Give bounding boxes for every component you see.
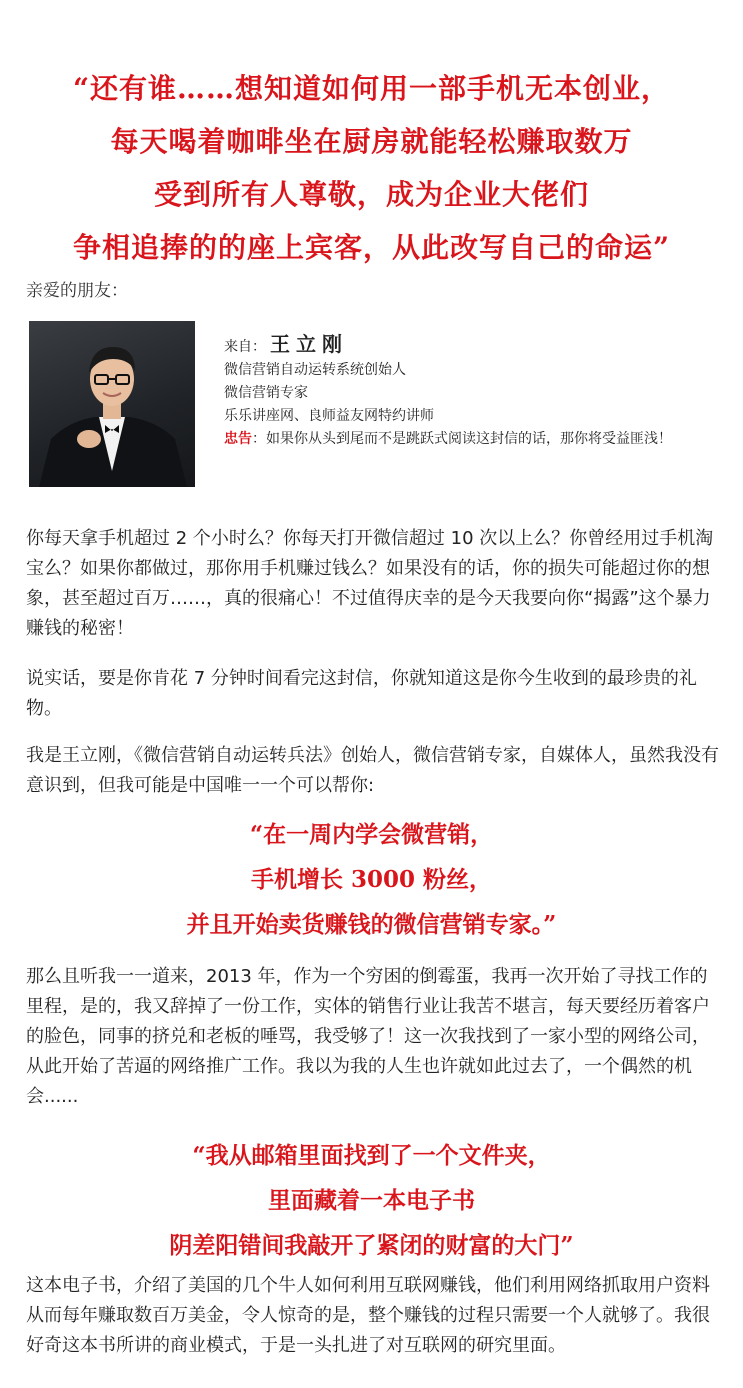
author-name: 王立刚 [270,332,348,356]
from-label: 来自： [224,339,266,355]
author-role: 乐乐讲座网、良师益友网特约讲师 [224,408,434,424]
paragraph: 说实话，要是你肯花 7 分钟时间看完这封信，你就知道这是你今生收到的最珍贵的礼物。 [26,668,697,719]
headline-line: 争相追捧的的座上宾客，从此改写自己的命运” [72,231,671,264]
warning-text: ：如果你从头到尾而不是跳跃式阅读这封信的话，那你将受益匪浅！ [252,431,672,447]
author-role: 微信营销专家 [224,385,308,401]
author-card [224,333,719,451]
quote-line: “在一周内学会微营销， [249,821,494,848]
paragraph: 这本电子书，介绍了美国的几个牛人如何利用互联网赚钱，他们利用网络抓取用户资料从而每年赚取数百万美金，令人惊奇的是，整个赚钱的过程只需要一个人就够了。我很好奇这本书所讲的商业模式，于是一头扎进了对互联网的研究里面。 [26,1275,710,1356]
paragraph: 你每天拿手机超过 2 个小时么？你每天打开微信超过 10 次以上么？你曾经用过手机淘宝么？如果你都做过，那你用手机赚过钱么？如果没有的话，你的损失可能超过你的想象，甚至超过百万……，真的很痛心！不过值得庆幸的是今天我要向你“揭露”这个暴力赚钱的秘密！ [26,528,714,639]
paragraph: 那么且听我一一道来，2013 年，作为一个穷困的倒霉蛋，我再一次开始了寻找工作的里程，是的，我又辞掉了一份工作，实体的销售行业让我苦不堪言，每天要经历着客户的脸色，同事的挤兑和老板的唾骂，我受够了！这一次我找到了一家小型的网络公司，从此开始了苦逼的网络推广工作。我以为我的人生也许就如此过去了，一个偶然的机会...... [26,966,710,1107]
headline-line: “还有谁……想知道如何用一部手机无本创业， [72,72,671,105]
headline [0,62,743,274]
quote-line: “我从邮箱里面找到了一个文件夹， [192,1142,551,1169]
headline-line: 每天喝着咖啡坐在厨房就能轻松赚取数万 [110,125,633,158]
paragraph: 我是王立刚，《微信营销自动运转兵法》创始人，微信营销专家，自媒体人，虽然我没有意识到，但我可能是中国唯一一个可以帮你: [26,745,719,796]
quote-line: 手机增长 3000 粉丝， [250,866,493,893]
quote-highlight [0,1133,743,1268]
quote-line: 里面藏着一本电子书 [268,1187,475,1214]
headline-line: 受到所有人尊敬，成为企业大佬们 [153,178,589,211]
warning-label: 忠告 [224,431,252,447]
quote-line: 阴差阳错间我敲开了紧闭的财富的大门” [169,1232,574,1259]
quote-highlight [0,812,743,947]
author-photo [29,321,195,487]
author-warning [224,428,719,451]
quote-line: 并且开始卖货赚钱的微信营销专家。” [186,911,557,938]
author-from-line [224,333,719,359]
greeting: 亲爱的朋友： [26,281,128,301]
author-role: 微信营销自动运转系统创始人 [224,362,406,378]
